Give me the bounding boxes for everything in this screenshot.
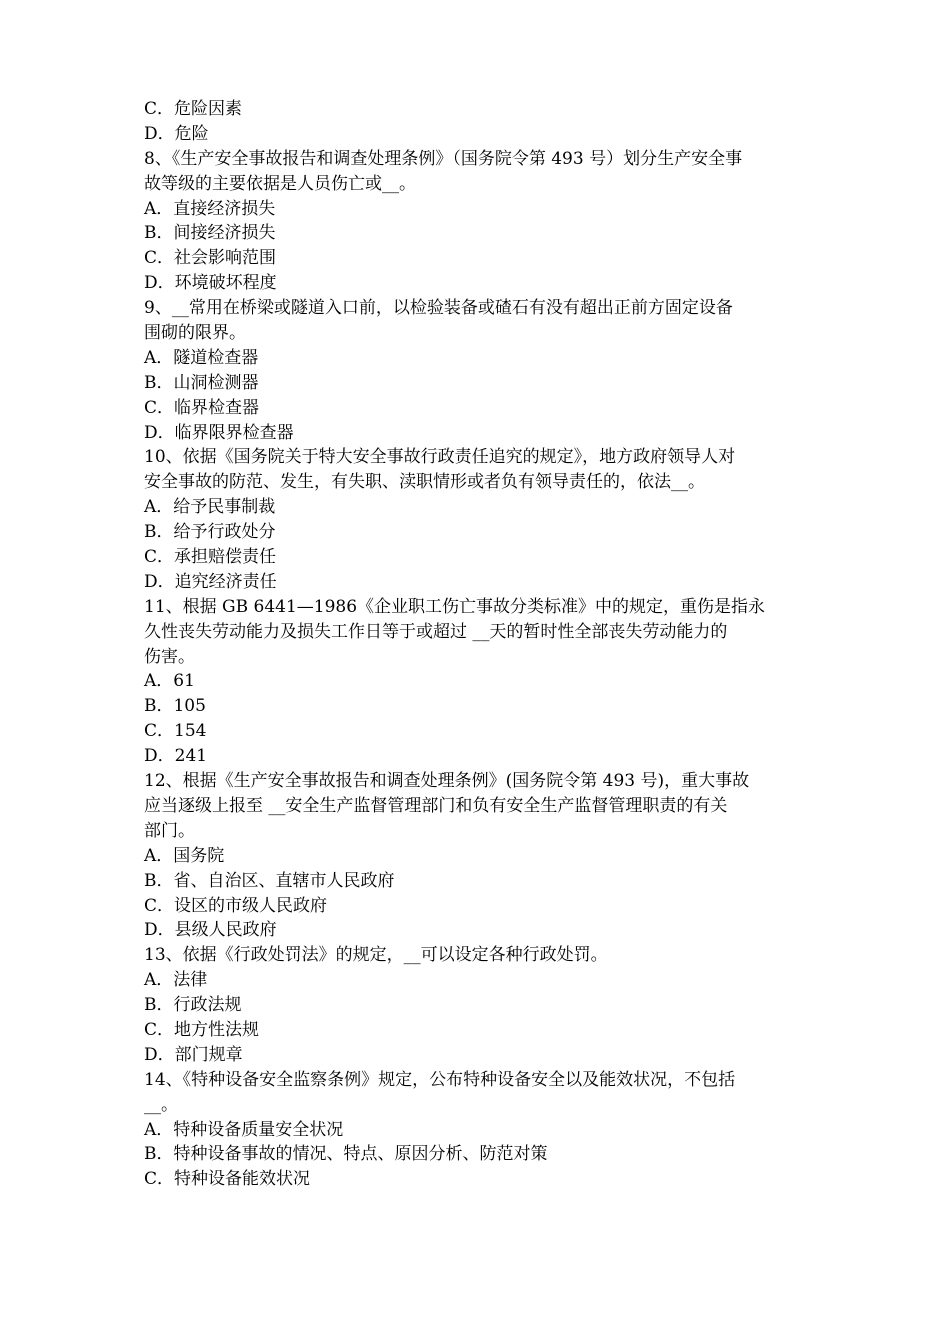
question-10-line-2: 安全事故的防范、发生，有失职、渎职情形或者负有领导责任的，依法__。	[144, 472, 705, 493]
question-8-line-2: 故等级的主要依据是人员伤亡或__。	[144, 173, 416, 194]
question-9-line-2: 围砌的限界。	[144, 323, 246, 344]
q8-option-b: B．间接经济损失	[144, 223, 276, 244]
q13-option-a: A．法律	[144, 970, 208, 991]
q13-option-d: D．部门规章	[144, 1044, 243, 1065]
q14-option-c: C．特种设备能效状况	[144, 1169, 311, 1190]
q8-option-c: C．社会影响范围	[144, 248, 277, 269]
option-d-prev: D．危险	[144, 123, 209, 144]
question-11-line-3: 伤害。	[144, 646, 195, 667]
question-9-line-1: 9、__常用在桥梁或隧道入口前，以检验装备或碴石有没有超出正前方固定设备	[144, 298, 733, 319]
question-11-line-1: 11、根据 GB 6441—1986《企业职工伤亡事故分类标准》中的规定，重伤是指永	[144, 596, 766, 617]
question-10-line-1: 10、依据《国务院关于特大安全事故行政责任追究的规定》，地方政府领导人对	[144, 447, 736, 468]
document-page	[144, 97, 810, 1192]
question-11-line-2: 久性丧失劳动能力及损失工作日等于或超过 __天的暂时性全部丧失劳动能力的	[144, 621, 728, 642]
q12-option-c: C．设区的市级人民政府	[144, 895, 328, 916]
q11-option-d: D．241	[144, 746, 208, 767]
q10-option-d: D．追究经济责任	[144, 571, 277, 592]
question-12-line-2: 应当逐级上报至 __安全生产监督管理部门和负有安全生产监督管理职责的有关	[144, 795, 728, 816]
question-14-line-2: __。	[144, 1094, 178, 1115]
q11-option-a: A．61	[144, 671, 195, 692]
q13-option-c: C．地方性法规	[144, 1019, 260, 1040]
option-c-prev: C．危险因素	[144, 99, 243, 119]
q9-option-b: B．山洞检测器	[144, 372, 259, 393]
q12-option-b: B．省、自治区、直辖市人民政府	[144, 870, 395, 891]
q9-option-d: D．临界限界检查器	[144, 422, 294, 443]
q14-option-a: A．特种设备质量安全状况	[144, 1119, 344, 1140]
q8-option-d: D．环境破坏程度	[144, 273, 277, 294]
q9-option-a: A．隧道检查器	[144, 347, 259, 368]
q12-option-d: D．县级人民政府	[144, 920, 277, 941]
q11-option-b: B．105	[144, 696, 206, 717]
q8-option-a: A．直接经济损失	[144, 198, 276, 219]
q13-option-b: B．行政法规	[144, 995, 242, 1016]
q14-option-b: B．特种设备事故的情况、特点、原因分析、防范对策	[144, 1144, 548, 1165]
question-12-line-1: 12、根据《生产安全事故报告和调查处理条例》(国务院令第 493 号)，重大事故	[144, 771, 750, 792]
question-14-line-1: 14、《特种设备安全监察条例》规定，公布特种设备安全以及能效状况，不包括	[144, 1069, 736, 1090]
q12-option-a: A．国务院	[144, 845, 225, 866]
question-12-line-3: 部门。	[144, 820, 195, 841]
q10-option-a: A．给予民事制裁	[144, 497, 276, 518]
question-8-line-1: 8、《生产安全事故报告和调查处理条例》（国务院令第 493 号）划分生产安全事	[144, 148, 743, 169]
q10-option-c: C．承担赔偿责任	[144, 547, 277, 568]
q11-option-c: C．154	[144, 721, 207, 742]
q9-option-c: C．临界检查器	[144, 397, 260, 418]
question-13: 13、依据《行政处罚法》的规定，__可以设定各种行政处罚。	[144, 945, 608, 966]
q10-option-b: B．给予行政处分	[144, 522, 276, 543]
